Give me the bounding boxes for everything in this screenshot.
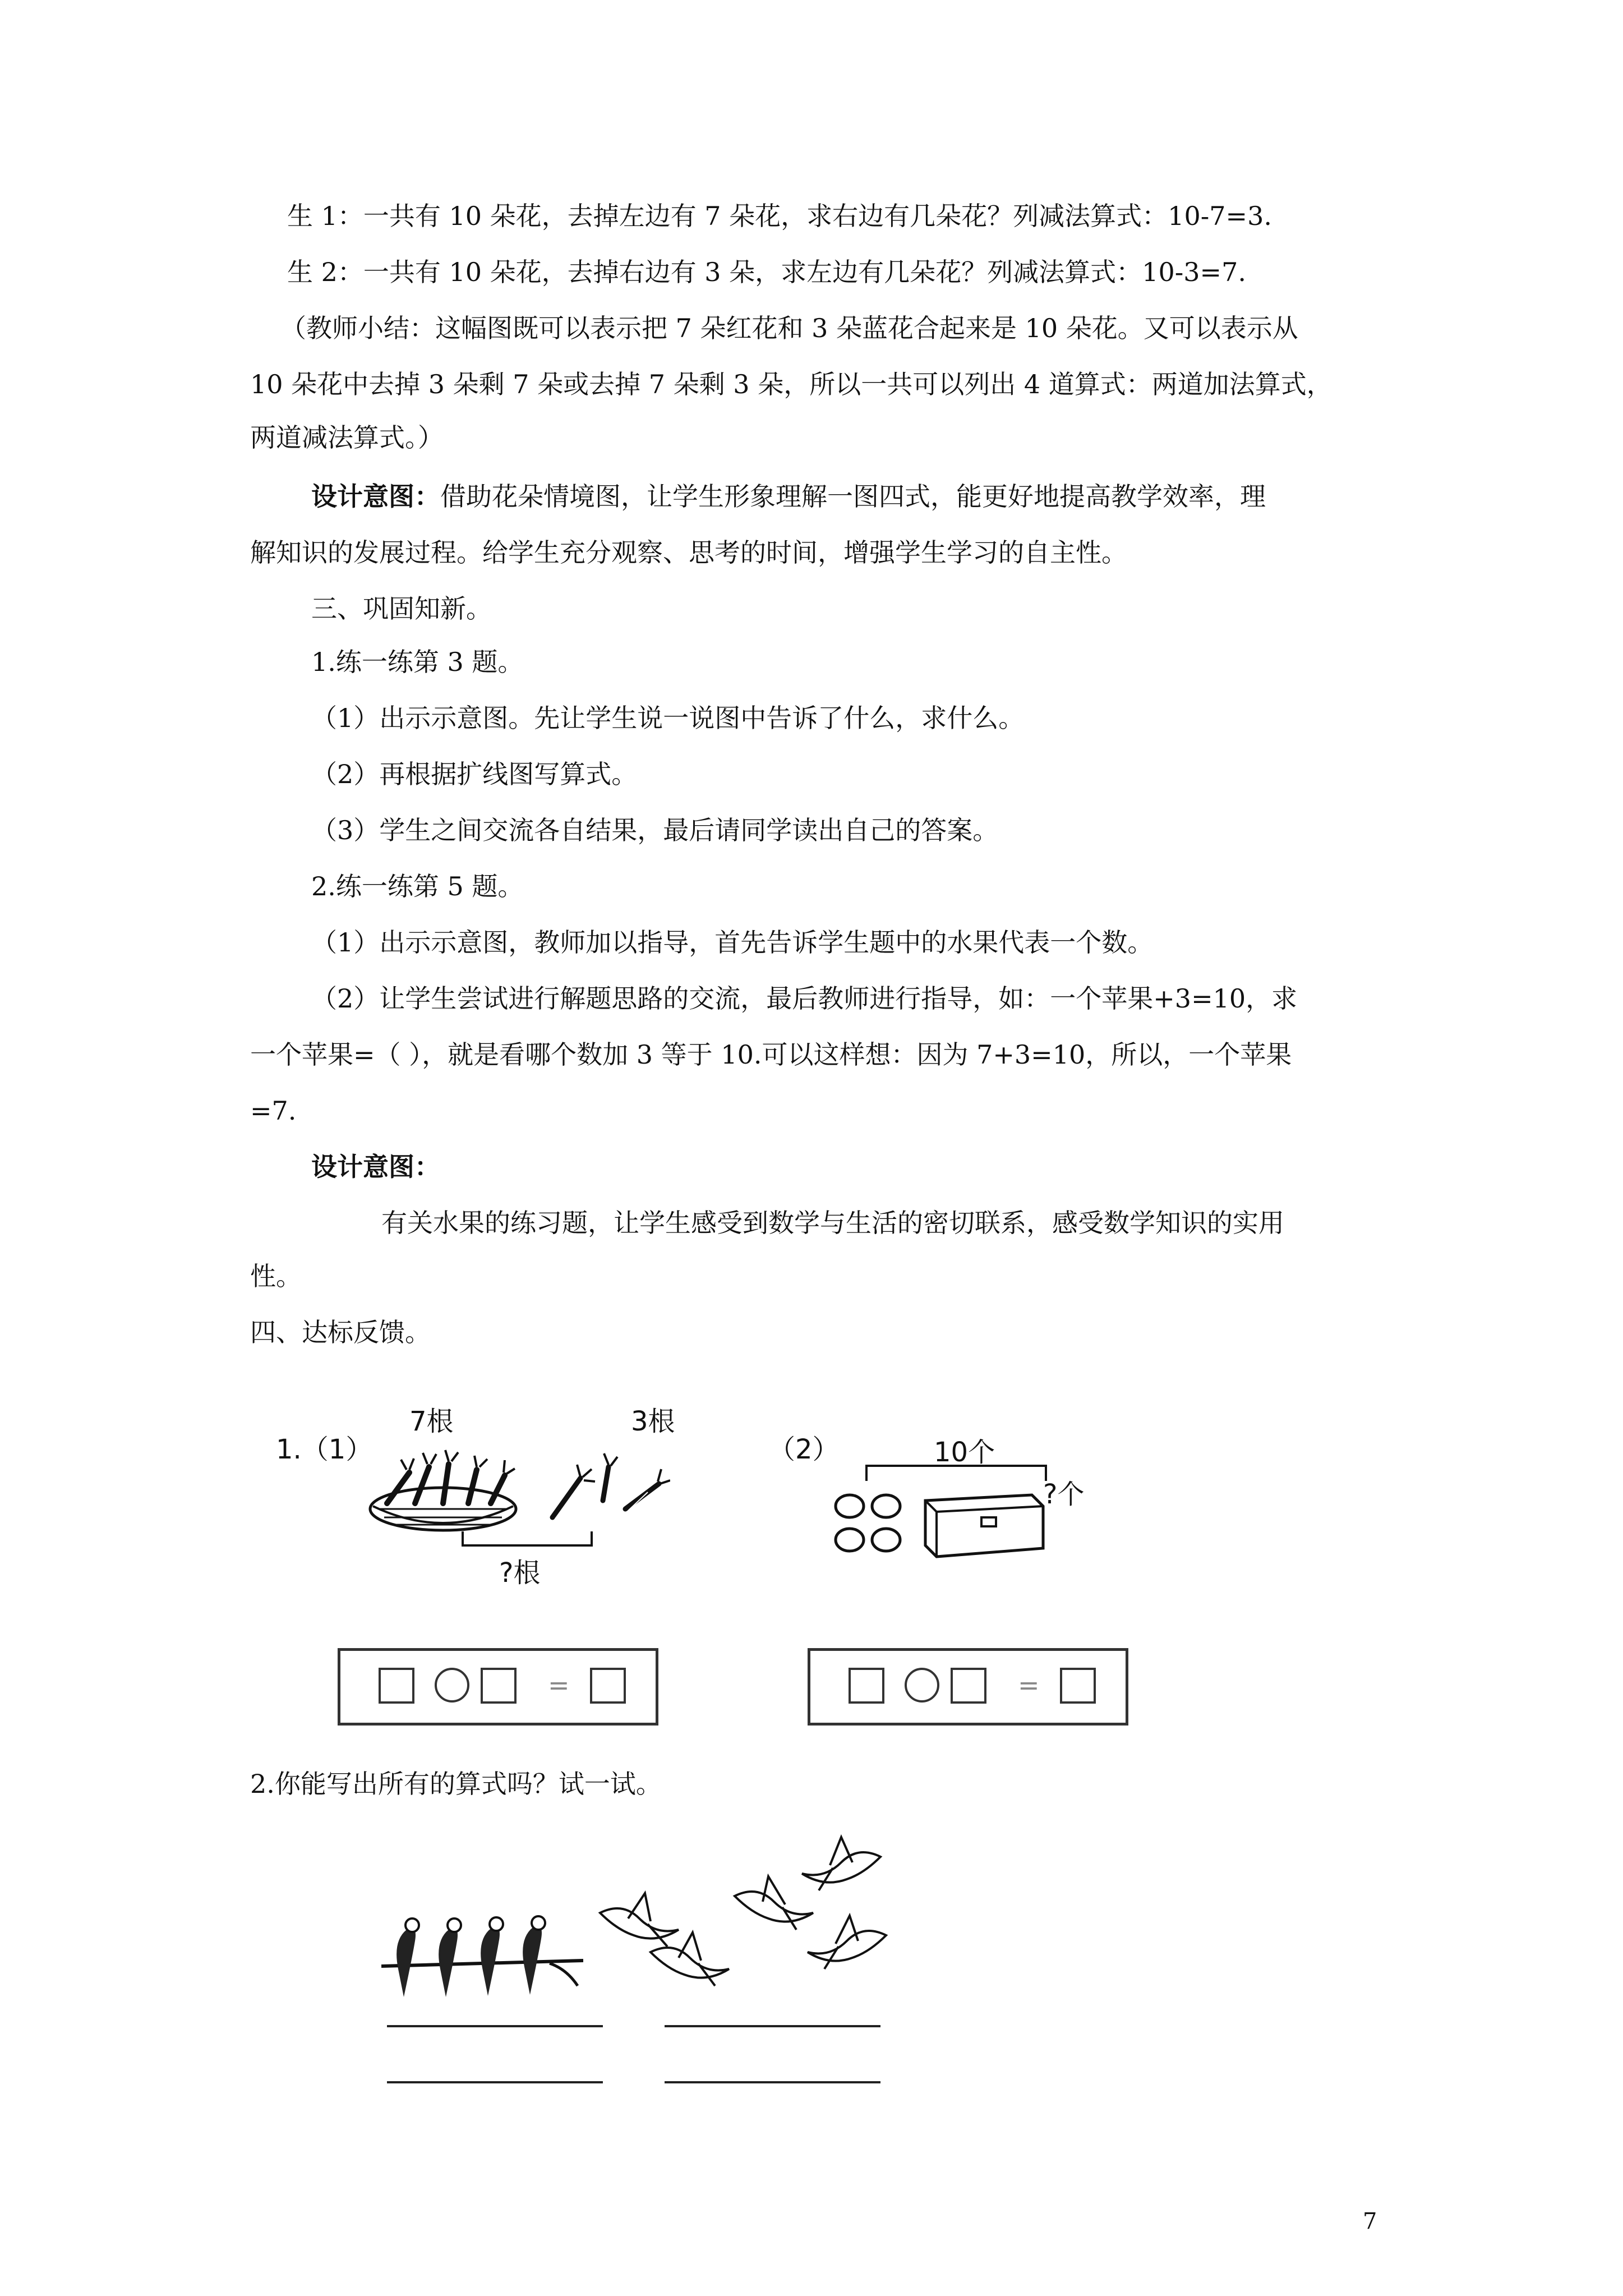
design-intent-2-cont: 性。 bbox=[250, 1261, 302, 1291]
figure1-part1-label: 1.（1） bbox=[276, 1434, 373, 1465]
design-intent-text: 借助花朵情境图，让学生形象理解一图四式，能更好地提高教学效率，理 bbox=[440, 481, 1266, 512]
answer-line-4[interactable] bbox=[665, 2081, 880, 2083]
flying-bird-4 bbox=[791, 1834, 886, 1896]
operator-circle-1[interactable] bbox=[435, 1668, 469, 1703]
answer-line-3[interactable] bbox=[387, 2081, 603, 2083]
answer-square-4[interactable] bbox=[849, 1668, 884, 1704]
carrots-total-bracket bbox=[460, 1529, 594, 1551]
design-intent-1 bbox=[311, 480, 1266, 513]
flying-bird-5 bbox=[796, 1913, 892, 1975]
paragraph-summary-1: （教师小结：这幅图既可以表示把 7 朵红花和 3 朵蓝花合起来是 10 朵花。又可以表示从 bbox=[280, 313, 1298, 343]
equation-box-1 bbox=[338, 1648, 658, 1726]
loose-carrots-illustration bbox=[541, 1444, 670, 1529]
exercise-2: 2.练一练第 5 题。 bbox=[311, 871, 524, 901]
answer-line-2[interactable] bbox=[665, 2025, 880, 2027]
eggs-total-label: 10个 bbox=[934, 1437, 995, 1468]
exercise-2-step2-cont: 一个苹果=（ ），就是看哪个数加 3 等于 10.可以这样想：因为 7+3=10，所以，一个苹果 bbox=[250, 1039, 1292, 1070]
carrots-total-label: ?根 bbox=[499, 1557, 541, 1589]
exercise-1: 1.练一练第 3 题。 bbox=[311, 647, 524, 677]
paragraph-student2: 生 2：一共有 10 朵花，去掉右边有 3 朵，求左边有几朵花？列减法算式：10-3=7. bbox=[287, 257, 1246, 287]
paragraph-summary-2: 10 朵花中去掉 3 朵剩 7 朵或去掉 7 朵剩 3 朵，所以一共可以列出 4 道算式：两道加法算式， bbox=[250, 369, 1332, 399]
exercise-2-step2: （2）让学生尝试进行解题思路的交流，最后教师进行指导，如：一个苹果+3=10，求 bbox=[311, 983, 1298, 1014]
answer-square-6[interactable] bbox=[1060, 1668, 1096, 1704]
question-2: 2.你能写出所有的算式吗？试一试。 bbox=[250, 1769, 662, 1799]
answer-line-1[interactable] bbox=[387, 2025, 603, 2027]
equals-sign-1: = bbox=[548, 1670, 570, 1700]
equation-box-2 bbox=[808, 1648, 1128, 1726]
exercise-1-step3: （3）学生之间交流各自结果，最后请同学读出自己的答案。 bbox=[311, 815, 999, 845]
design-intent-2: 有关水果的练习题，让学生感受到数学与生活的密切联系，感受数学知识的实用 bbox=[381, 1208, 1284, 1238]
paragraph-summary-3: 两道减法算式。） bbox=[250, 422, 444, 453]
design-intent-label: 设计意图： bbox=[311, 481, 440, 512]
carrots-left-label: 7根 bbox=[409, 1406, 454, 1437]
operator-circle-2[interactable] bbox=[905, 1668, 939, 1703]
design-intent-2-label: 设计意图： bbox=[311, 1152, 440, 1182]
exercise-2-step2-end: =7. bbox=[250, 1096, 297, 1126]
page-number: 7 bbox=[1363, 2208, 1377, 2234]
birds-on-branch-illustration bbox=[381, 1890, 583, 2003]
carrot-basket-illustration bbox=[365, 1442, 522, 1537]
answer-square-1[interactable] bbox=[379, 1668, 414, 1704]
section-4-heading: 四、达标反馈。 bbox=[250, 1317, 431, 1347]
exercise-1-step2: （2）再根据扩线图写算式。 bbox=[311, 759, 638, 789]
paragraph-student1: 生 1：一共有 10 朵花，去掉左边有 7 朵花，求右边有几朵花？列减法算式：10-7=3. bbox=[287, 201, 1272, 231]
equals-sign-2: = bbox=[1018, 1670, 1040, 1700]
answer-square-5[interactable] bbox=[951, 1668, 986, 1704]
flying-bird-2 bbox=[645, 1930, 735, 1991]
answer-square-2[interactable] bbox=[481, 1668, 517, 1704]
answer-square-3[interactable] bbox=[590, 1668, 626, 1704]
section-3-heading: 三、巩固知新。 bbox=[311, 593, 492, 624]
eggs-illustration bbox=[830, 1487, 909, 1559]
design-intent-1-cont: 解知识的发展过程。给学生充分观察、思考的时间，增强学生学习的自主性。 bbox=[250, 537, 1127, 568]
exercise-2-step1: （1）出示示意图，教师加以指导，首先告诉学生题中的水果代表一个数。 bbox=[311, 927, 1154, 958]
eggs-unknown-label: ?个 bbox=[1043, 1479, 1085, 1510]
carrots-right-label: 3根 bbox=[631, 1406, 675, 1437]
exercise-1-step1: （1）出示示意图。先让学生说一说图中告诉了什么，求什么。 bbox=[311, 703, 1025, 733]
figure1-part2-label: （2） bbox=[768, 1434, 840, 1465]
eggs-total-bracket bbox=[864, 1461, 1049, 1484]
egg-box-illustration bbox=[920, 1487, 1049, 1562]
